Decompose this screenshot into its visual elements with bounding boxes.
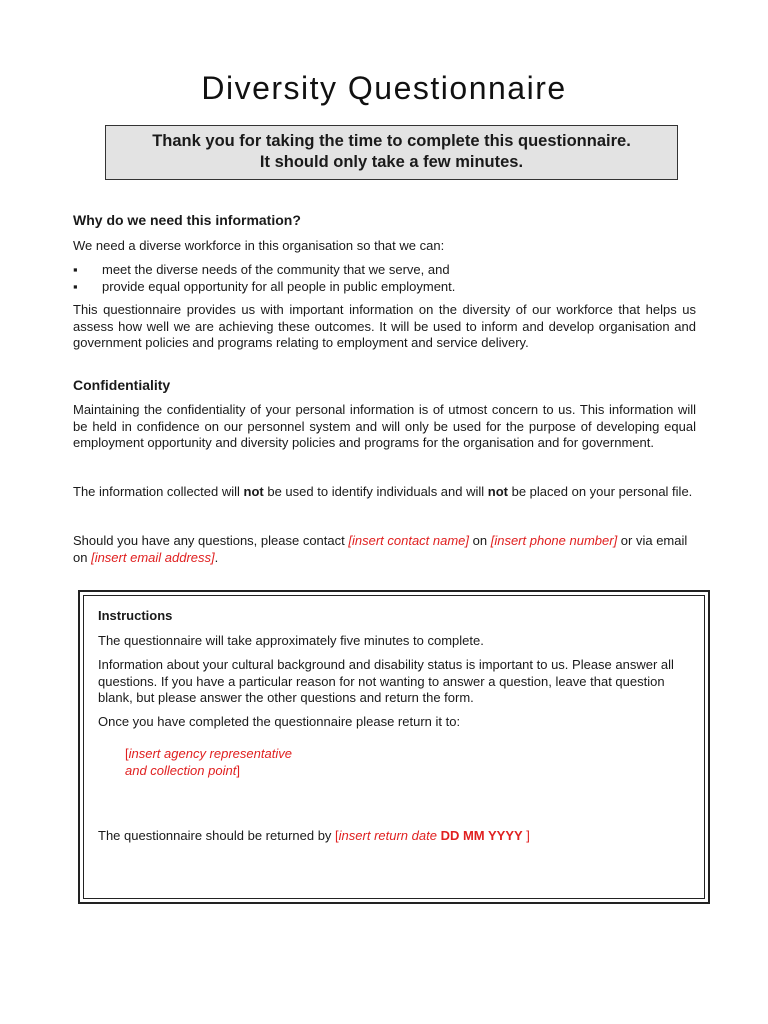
text-span: be used to identify individuals and will bbox=[263, 484, 488, 499]
emphasis-not: not bbox=[243, 484, 264, 499]
page-title: Diversity Questionnaire bbox=[201, 70, 567, 106]
rep-line-1: insert agency representative bbox=[128, 746, 292, 761]
bullet-text: provide equal opportunity for all people in public employment. bbox=[102, 278, 456, 294]
thank-you-line-2: It should only take a few minutes. bbox=[259, 153, 524, 171]
text-span: . bbox=[214, 549, 219, 565]
confidentiality-heading: Confidentiality bbox=[73, 377, 171, 393]
thank-you-banner bbox=[105, 125, 678, 180]
instructions-line-1: The questionnaire will take approximately five minutes to complete. bbox=[98, 633, 484, 648]
bullet-icon: ▪ bbox=[73, 262, 78, 277]
bracket: [ bbox=[125, 746, 129, 761]
bracket: ] bbox=[236, 762, 240, 778]
confidentiality-para-3 bbox=[73, 533, 696, 566]
confidentiality-para-1: Maintaining the confidentiality of your personal information is of utmost concern to us. This information will be held in confidence on our personnel system and will only be used for the purpose of developing equal employment opportunity and diversity policies and programs for the organisation and for government. bbox=[73, 402, 696, 450]
text-span: Should you have any questions, please contact bbox=[73, 533, 349, 548]
bullet-icon: ▪ bbox=[73, 278, 78, 294]
bullet-text: meet the diverse needs of the community that we serve, and bbox=[102, 262, 450, 277]
text-span: on bbox=[469, 533, 491, 548]
return-date-placeholder: insert return date bbox=[338, 828, 441, 843]
rep-line-2: and collection point bbox=[125, 762, 237, 778]
why-heading: Why do we need this information? bbox=[73, 212, 301, 228]
thank-you-line-1: Thank you for taking the time to complete this questionnaire. bbox=[152, 132, 631, 150]
instructions-para-2: Information about your cultural background and disability status is important to us. Please answer all questions. If you have a particular reason for not wanting to answer a question, leave that question blank, but please answer the other questions and return the form. bbox=[98, 657, 674, 705]
emphasis-not: not bbox=[487, 484, 508, 499]
why-bullet-list bbox=[73, 262, 696, 295]
list-item bbox=[73, 262, 696, 279]
confidentiality-para-2 bbox=[73, 484, 696, 501]
email-placeholder: [insert email address] bbox=[91, 549, 215, 565]
return-by-line bbox=[98, 828, 678, 845]
text-span: The questionnaire should be returned by bbox=[98, 828, 336, 843]
instructions-heading: Instructions bbox=[98, 608, 173, 623]
list-item bbox=[73, 279, 696, 296]
why-intro: We need a diverse workforce in this organisation so that we can: bbox=[73, 238, 445, 253]
why-body: This questionnaire provides us with important information on the diversity of our workforce that helps us assess how well we are achieving these outcomes. It will be used to inform and develop organisation and government policies and programs relating to employment and service delivery. bbox=[73, 302, 696, 350]
text-span: or via email on bbox=[73, 533, 688, 565]
phone-placeholder: [insert phone number] bbox=[490, 533, 618, 548]
return-date-format: DD MM YYYY bbox=[440, 828, 523, 843]
bracket: [ bbox=[335, 828, 339, 843]
text-span: The information collected will bbox=[73, 484, 244, 499]
text-span: be placed on your personal file. bbox=[508, 484, 693, 499]
bracket: ] bbox=[522, 828, 530, 843]
contact-name-placeholder: [insert contact name] bbox=[348, 533, 470, 548]
return-to-placeholder bbox=[125, 746, 525, 779]
instructions-line-3: Once you have completed the questionnaire please return it to: bbox=[98, 714, 461, 729]
